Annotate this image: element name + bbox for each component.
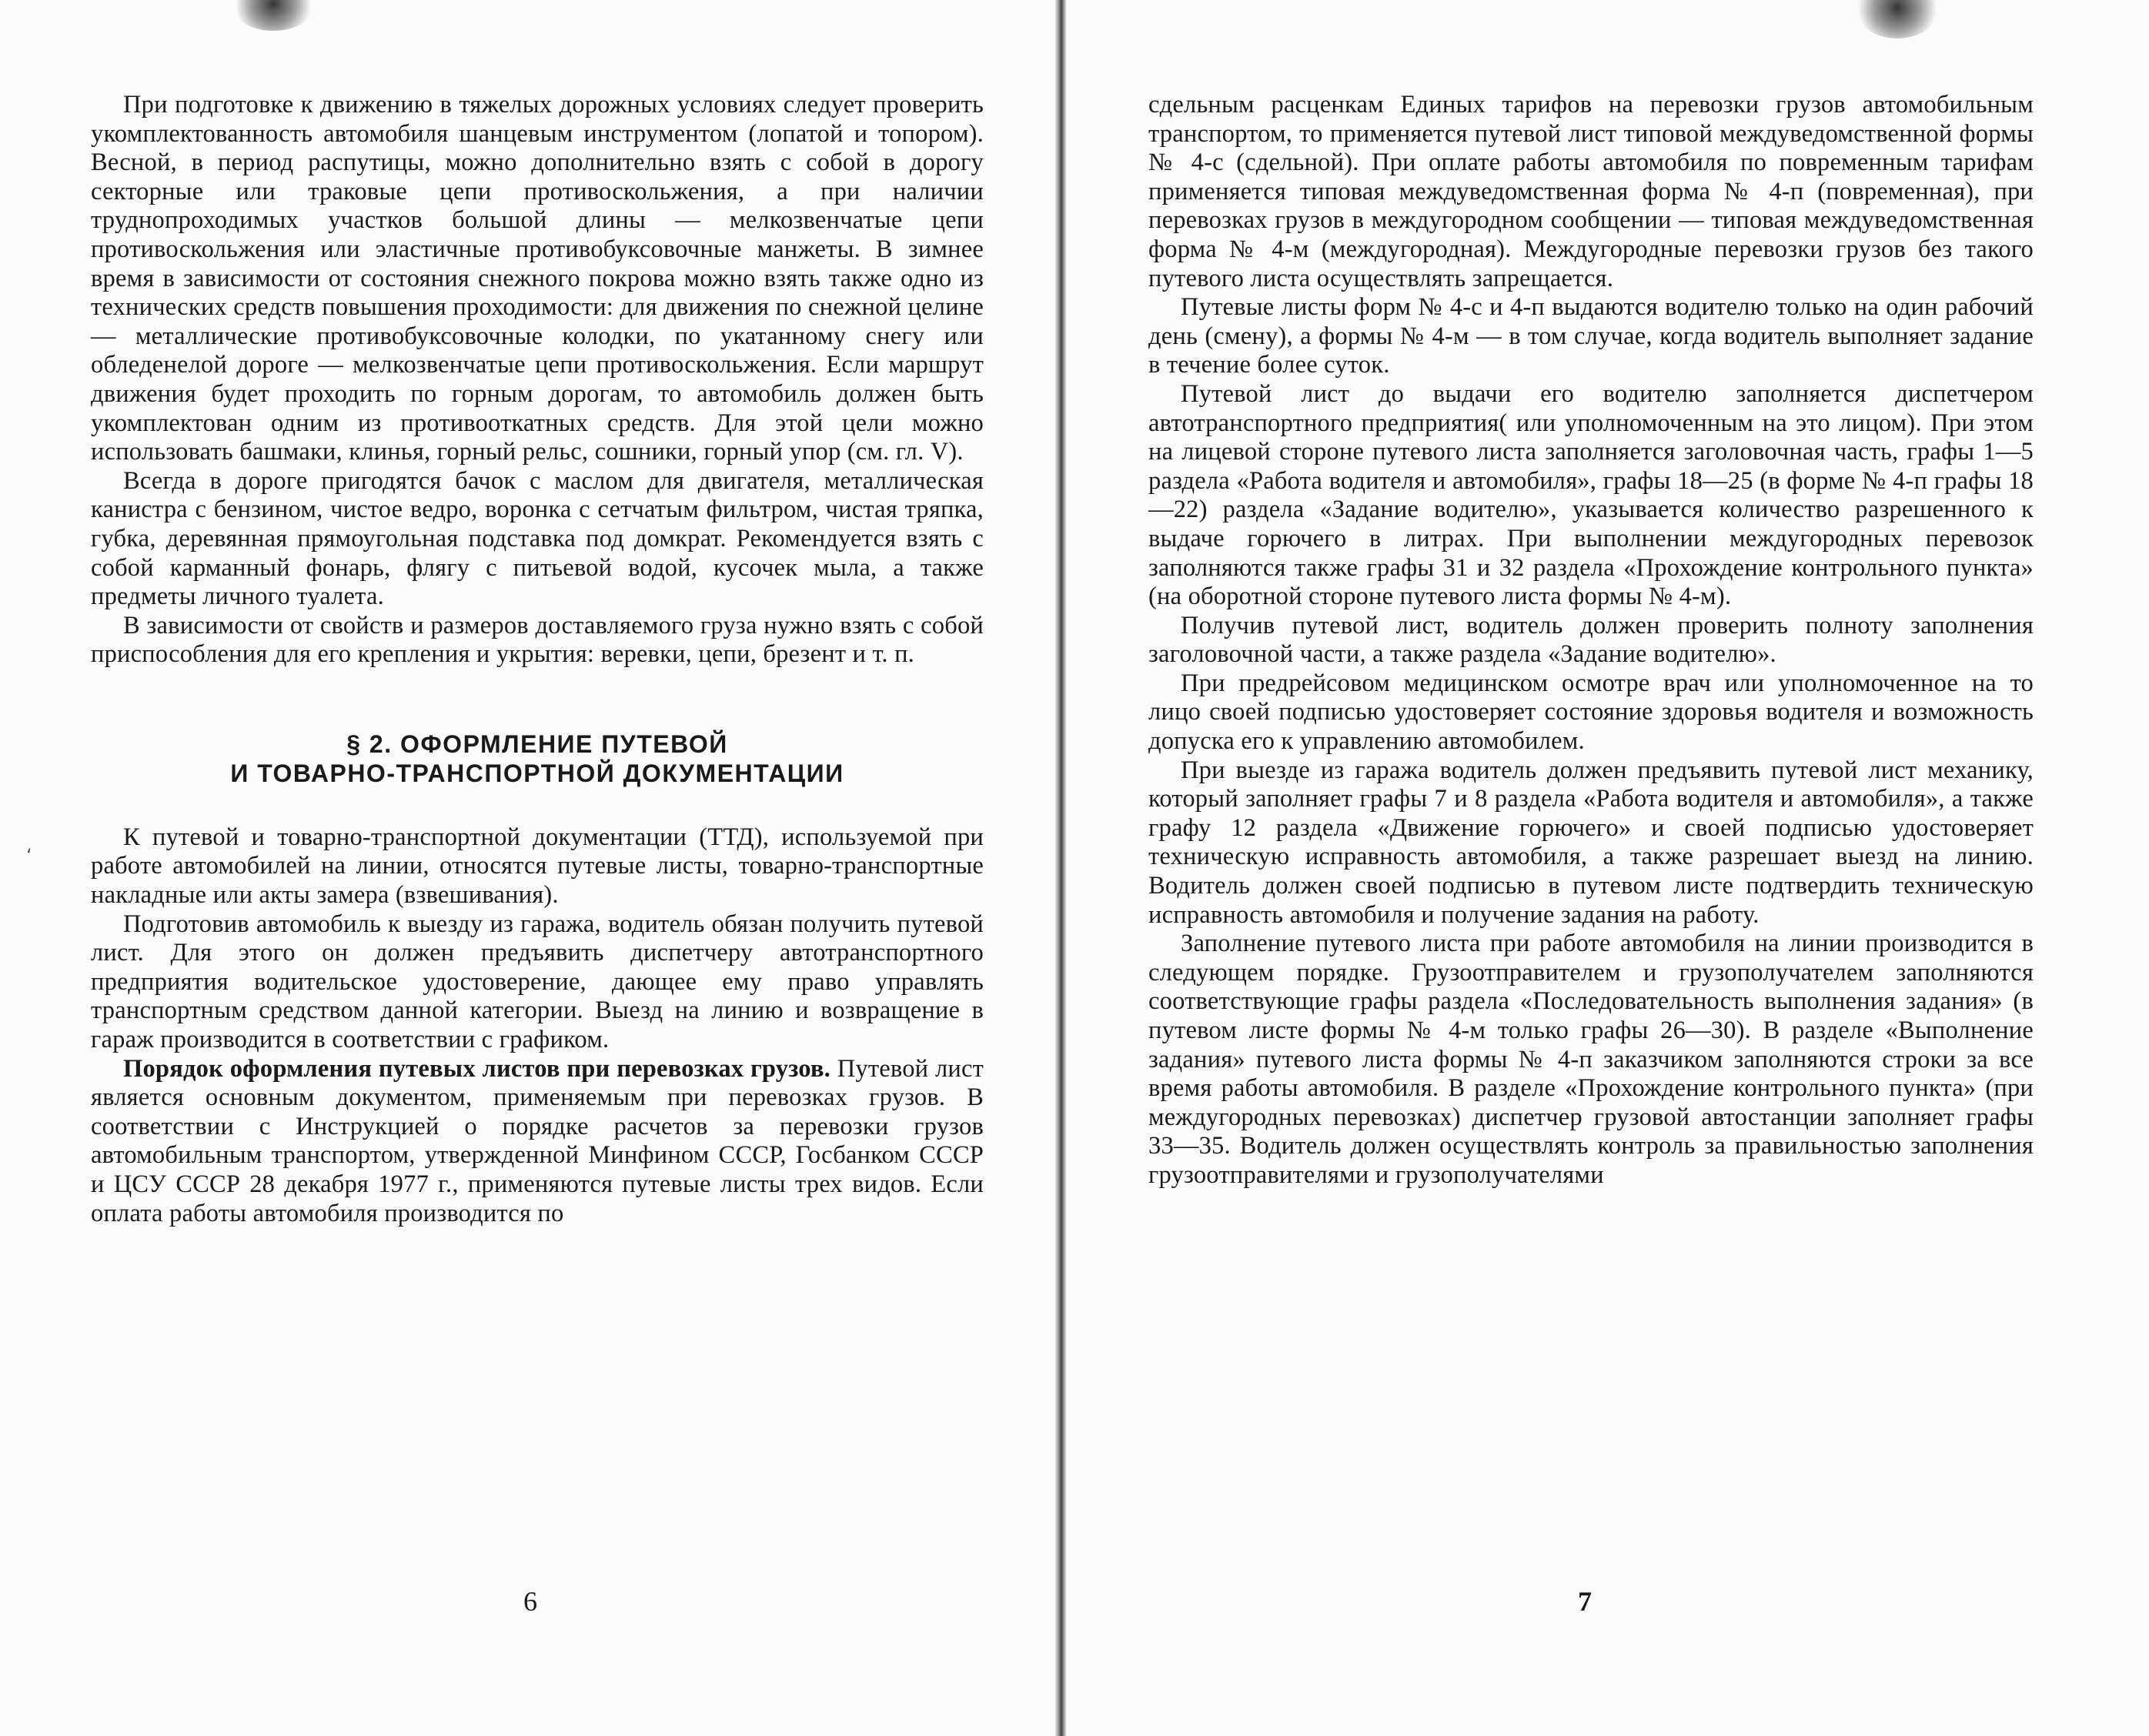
right-paragraph-2: Путевые листы форм № 4-с и 4-п выдаются водителю только на один рабочий день (смену), а формы № 4-м — в том случае, когда водитель выполняет задание в течение более суток. — [1148, 293, 2034, 379]
page-number-right: 7 — [1578, 1586, 1592, 1617]
left-paragraph-3: В зависимости от свойств и размеров доставляемого груза нужно взять с собой приспособления для его крепления и укрытия: веревки, цепи, брезент и т. п. — [91, 611, 984, 669]
left-paragraph-1: При подготовке к движению в тяжелых дорожных условиях следует проверить укомплектованность автомобиля шанцевым инструментом (лопатой и топором). Весной, в период распутицы, можно дополнительно взять с собой в дорогу секторные или траковые цепи противоскольжения, а при наличии труднопроходимых участков большой длины — мелкозвенчатые цепи противоскольжения или эластичные противобуксовочные манжеты. В зимнее время в зависимости от состояния снежного покрова можно взять также одно из технических средств повышения проходимости: для движения по снежной целине — металлические противобуксовочные колодки, по укатанному снегу или обледенелой дороге — мелкозвенчатые цепи противоскольжения. Если маршрут движения будет проходить по горным дорогам, то автомобиль должен быть укомплектован одним из противооткатных средств. Для этой цели можно использовать башмаки, клинья, горный рельс, сошники, горный упор (см. гл. V). — [91, 91, 984, 466]
right-paragraph-1: сдельным расценкам Единых тарифов на перевозки грузов автомобильным транспортом, то применяется путевой лист типовой междуведомственной формы № 4-с (сдельной). При оплате работы автомобиля по повременным тарифам применяется типовая междуведомственная форма № 4-п (повременная), при перевозках грузов в междугородном сообщении — типовая междуведомственная форма № 4-м (междугородная). Междугородные перевозки грузов без такого путевого листа осуществлять запрещается. — [1148, 91, 2034, 292]
right-paragraph-3: Путевой лист до выдачи его водителю заполняется диспетчером автотранспортного предприятия( или уполномоченным на это лицом). При этом на лицевой стороне путевого листа заполняется заголовочная часть, графы 1—5 раздела «Работа водителя и автомобиля», графы 18—25 (в форме № 4-п графы 18—22) раздела «Задание водителю», указывается количество разрешенного к выдаче горючего в литрах. При выполнении междугородных перевозок заполняются также графы 31 и 32 раздела «Прохождение контрольного пункта» (на оборотной стороне путевого листа формы № 4-м). — [1148, 379, 2034, 611]
left-paragraph-5: Подготовив автомобиль к выезду из гаража, водитель обязан получить путевой лист. Для этого он должен предъявить диспетчеру автотранспортного предприятия водительское удостоверение, дающее ему право управлять транспортным средством данной категории. Выезд на линию и возвращение в гараж производится в соответствии с графиком. — [91, 910, 984, 1054]
right-paragraph-4: Получив путевой лист, водитель должен проверить полноту заполнения заголовочной части, а также раздела «Задание водителю». — [1148, 611, 2034, 669]
scan-smudge-right — [1855, 0, 1940, 38]
section-heading — [91, 729, 984, 788]
paragraph-lead-rest: Путевой лист является основным документом, применяемым при перевозках грузов. В соответствии с Инструкцией о порядке расчетов за перевозки грузов автомобильным транспортом, утвержденной Минфином СССР, Госбанком СССР и ЦСУ СССР 28 декабря 1977 г., применяются путевые листы трех видов. Если оплата работы автомобиля производится по — [91, 1054, 984, 1227]
scan-speck: ‘ — [26, 845, 32, 866]
left-paragraph-2: Всегда в дороге пригодятся бачок с маслом для двигателя, металлическая канистра с бензином, чистое ведро, воронка с сетчатым фильтром, чистая тряпка, губка, деревянная прямоугольная подставка под домкрат. Рекомендуется взять с собой карманный фонарь, флягу с питьевой водой, кусочек мыла, а также предметы личного туалета. — [91, 466, 984, 611]
page-number-left: 6 — [523, 1586, 537, 1617]
scan-smudge-left — [231, 0, 316, 31]
right-paragraph-5: При предрейсовом медицинском осмотре врач или уполномоченное на то лицо своей подписью удостоверяет состояние здоровья водителя и возможность допуска его к управлению автомобилем. — [1148, 669, 2034, 756]
paragraph-lead-bold: Порядок оформления путевых листов при перевозках грузов. — [123, 1054, 831, 1083]
left-paragraph-4: К путевой и товарно-транспортной документации (ТТД), используемой при работе автомобилей на линии, относятся путевые листы, товарно-транспортные накладные или акты замера (взвешивания). — [91, 823, 984, 910]
section-heading-line-1: § 2. ОФОРМЛЕНИЕ ПУТЕВОЙ — [346, 729, 728, 758]
section-heading-line-2: И ТОВАРНО-ТРАНСПОРТНОЙ ДОКУМЕНТАЦИИ — [230, 759, 844, 787]
book-gutter — [1054, 0, 1067, 1736]
right-paragraph-7: Заполнение путевого листа при работе автомобиля на линии производится в следующем порядке. Грузоотправителем и грузополучателем заполняются соответствующие графы раздела «Последовательность выполнения задания» (в путевом листе формы № 4-м только графы 26—30). В разделе «Выполнение задания» путевого листа формы № 4-п заказчиком заполняются строки за все время работы автомобиля. В разделе «Прохождение контрольного пункта» (при междугородных перевозках) диспетчер грузовой автостанции заполняет графы 33—35. Водитель должен осуществлять контроль за правильностью заполнения грузоотправителями и грузополучателями — [1148, 930, 2034, 1189]
right-page — [1148, 91, 2034, 1190]
left-paragraph-6 — [91, 1055, 984, 1229]
right-paragraph-6: При выезде из гаража водитель должен предъявить путевой лист механику, который заполняет графы 7 и 8 раздела «Работа водителя и автомобиля», а также графу 12 раздела «Движение горючего» и своей подписью удостоверяет техническую исправность автомобиля, а также разрешает выезд на линию. Водитель должен своей подписью в путевом листе подтвердить техническую исправность автомобиля и получение задания на работу. — [1148, 756, 2034, 929]
left-page — [91, 91, 984, 1228]
